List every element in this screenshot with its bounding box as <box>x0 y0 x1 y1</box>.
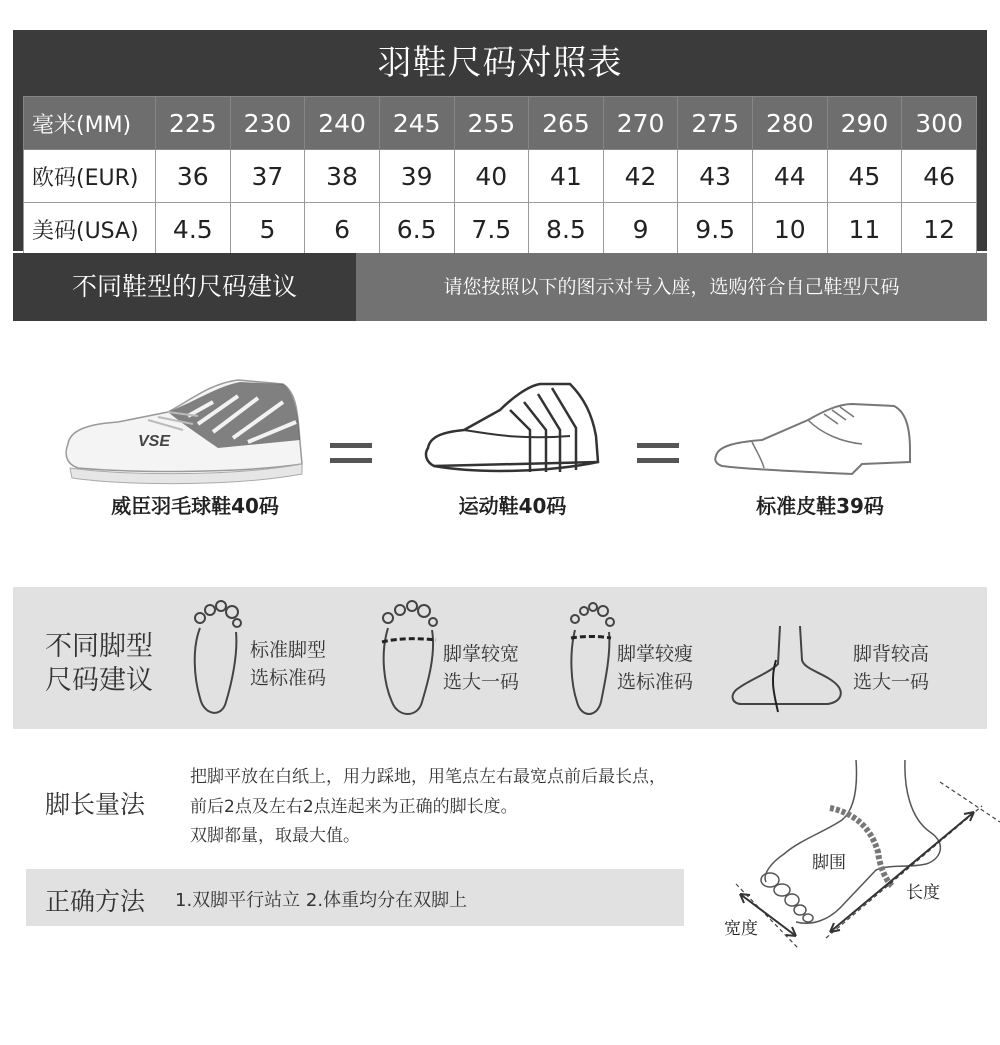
size-table <box>23 96 977 256</box>
diagram-label-length: 长度 <box>906 883 940 903</box>
size-cell: 255 <box>454 97 529 150</box>
foot-type-3-line1: 脚掌较瘦 <box>617 643 694 665</box>
equals-sign <box>637 443 679 463</box>
foot-type-title-line1: 不同脚型 <box>45 631 153 662</box>
size-cell: 12 <box>902 203 977 256</box>
leather-shoe-image <box>712 398 917 478</box>
size-cell: 43 <box>678 150 753 203</box>
size-cell: 290 <box>827 97 902 150</box>
shoe-type-advice-text: 请您按照以下的图示对号入座，选购符合自己鞋型尺码 <box>356 253 987 321</box>
correct-method-text: 1.双脚平行站立 2.体重均分在双脚上 <box>175 890 468 911</box>
badminton-shoe-caption: 威臣羽毛球鞋40码 <box>111 494 279 518</box>
size-cell: 40 <box>454 150 529 203</box>
shoe-type-advice-heading: 不同鞋型的尺码建议 <box>13 253 356 321</box>
narrow-foot-icon <box>565 598 617 720</box>
diagram-label-girth: 脚围 <box>812 853 846 873</box>
size-cell: 270 <box>603 97 678 150</box>
diagram-label-width: 宽度 <box>724 919 758 939</box>
size-cell: 6 <box>305 203 380 256</box>
size-cell: 9.5 <box>678 203 753 256</box>
size-cell: 38 <box>305 150 380 203</box>
wide-foot-icon <box>378 598 440 720</box>
sport-shoe-image <box>420 380 620 480</box>
size-cell: 5 <box>230 203 305 256</box>
foot-type-1-text <box>250 636 326 692</box>
size-cell: 41 <box>529 150 604 203</box>
size-cell: 7.5 <box>454 203 529 256</box>
size-cell: 9 <box>603 203 678 256</box>
size-cell: 4.5 <box>156 203 231 256</box>
size-cell: 39 <box>379 150 454 203</box>
size-cell: 42 <box>603 150 678 203</box>
foot-type-4-text <box>853 640 929 696</box>
measure-instruction-2: 前后2点及左右2点连起来为正确的脚长度。 <box>190 797 518 817</box>
measure-title: 脚长量法 <box>45 790 146 819</box>
foot-type-4-line2: 选大一码 <box>853 671 930 693</box>
foot-type-3-text <box>617 640 693 696</box>
measure-instruction-1: 把脚平放在白纸上，用力踩地，用笔点左右最宽点前后最长点， <box>190 767 666 787</box>
size-row <box>24 97 977 150</box>
equals-sign <box>330 443 372 463</box>
leather-shoe-caption: 标准皮鞋39码 <box>756 494 884 518</box>
size-row <box>24 203 977 256</box>
size-cell: 8.5 <box>529 203 604 256</box>
size-cell: 280 <box>753 97 828 150</box>
size-cell: 240 <box>305 97 380 150</box>
size-cell: 275 <box>678 97 753 150</box>
size-cell: 245 <box>379 97 454 150</box>
chart-frame-left <box>13 96 23 251</box>
foot-type-2-line1: 脚掌较宽 <box>443 643 520 665</box>
size-cell: 44 <box>753 150 828 203</box>
standard-foot-icon <box>188 598 244 720</box>
size-cell: 45 <box>827 150 902 203</box>
foot-type-title-line2: 尺码建议 <box>45 665 153 696</box>
chart-title: 羽鞋尺码对照表 <box>13 30 987 96</box>
size-row-label: 美码(USA) <box>24 203 156 256</box>
foot-type-3-line2: 选标准码 <box>617 671 694 693</box>
foot-type-1-line2: 选标准码 <box>250 667 327 689</box>
size-cell: 37 <box>230 150 305 203</box>
size-cell: 10 <box>753 203 828 256</box>
foot-type-1-line1: 标准脚型 <box>250 639 327 661</box>
size-row <box>24 150 977 203</box>
correct-method-title: 正确方法 <box>45 887 146 916</box>
size-cell: 230 <box>230 97 305 150</box>
high-instep-foot-icon <box>728 624 846 714</box>
foot-type-2-line2: 选大一码 <box>443 671 520 693</box>
size-cell: 6.5 <box>379 203 454 256</box>
size-row-label: 毫米(MM) <box>24 97 156 150</box>
sport-shoe-caption: 运动鞋40码 <box>458 494 567 518</box>
foot-type-2-text <box>443 640 519 696</box>
size-cell: 300 <box>902 97 977 150</box>
chart-frame-right <box>977 96 987 251</box>
size-cell: 225 <box>156 97 231 150</box>
vse-logo: VSE <box>138 433 171 450</box>
badminton-shoe-image <box>48 372 308 492</box>
size-cell: 265 <box>529 97 604 150</box>
measure-instruction-3: 双脚都量，取最大值。 <box>190 826 360 846</box>
foot-type-title <box>45 630 153 698</box>
foot-type-4-line1: 脚背较高 <box>853 643 930 665</box>
size-cell: 46 <box>902 150 977 203</box>
size-row-label: 欧码(EUR) <box>24 150 156 203</box>
size-cell: 11 <box>827 203 902 256</box>
size-cell: 36 <box>156 150 231 203</box>
